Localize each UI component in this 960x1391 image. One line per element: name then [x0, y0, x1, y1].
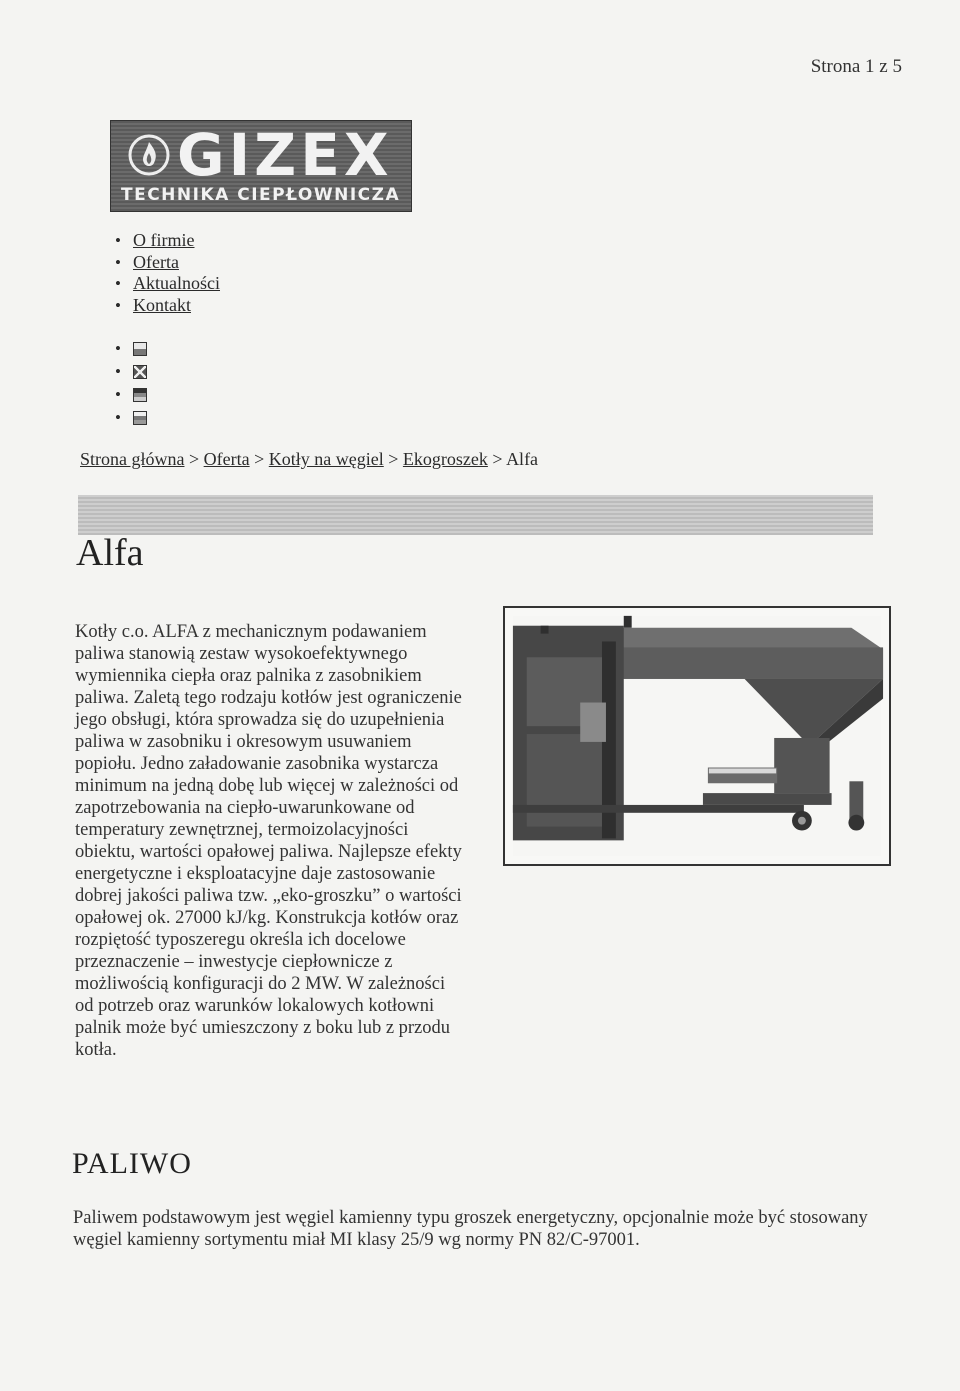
- breadcrumb-subcategory[interactable]: Ekogroszek: [402, 449, 488, 469]
- breadcrumb: [80, 449, 538, 470]
- flag-pl-icon[interactable]: [133, 342, 147, 356]
- header-band: [78, 495, 873, 535]
- product-description: Kotły c.o. ALFA z mechanicznym podawaniem paliwa stanowią zestaw wysokoefektywnego wymiennika ciepła oraz palnika z zasobnikiem paliwa. Zaletą tego rodzaju kotłów jest ograniczenie jego obsługi, która sprowadza się do uzupełnienia paliwa w zasobniku i okresowym usuwaniem popiołu. Jedno załadowanie zasobnika wystarcza minimum na jedną dobę lub więcej w zależności od zapotrzebowania na ciepło-uwarunkowane od temperatury zewnętrznej, termoizolacyjności obiektu, wartości opałowej paliwa. Najlepsze efekty energetyczne i eksploatacyjne daje zastosowanie dobrej jakości paliwa tzw. „eko-groszku” o wartości opałowej ok. 27000 kJ/kg. Konstrukcja kotłów oraz rozpiętość typoszeregu określa ich docelowe przeznaczenie – inwestycje ciepłownicze z możliwością konfiguracji do 2 MW. W zależności od potrzeb oraz warunków lokalowych kotłowni palnik może być umieszczony z boku lub z przodu kotła.: [75, 622, 462, 1060]
- breadcrumb-separator: >: [254, 449, 265, 469]
- page-title: Alfa: [76, 532, 144, 574]
- nav-item-oferta: [112, 252, 220, 274]
- breadcrumb-separator: >: [388, 449, 399, 469]
- nav-item-o-firmie: [112, 230, 220, 252]
- breadcrumb-separator: >: [492, 449, 503, 469]
- breadcrumb-category[interactable]: Kotły na węgiel: [268, 449, 384, 469]
- breadcrumb-separator: >: [188, 449, 200, 469]
- nav-link-aktualnosci[interactable]: Aktualności: [133, 273, 220, 293]
- nav-item-aktualnosci: [112, 273, 220, 295]
- nav-link-o-firmie[interactable]: O firmie: [133, 230, 195, 250]
- breadcrumb-current: Alfa: [506, 449, 539, 469]
- language-item-ru: [112, 407, 147, 430]
- logo-name: GIZEX: [177, 121, 393, 189]
- language-item-pl: [112, 338, 147, 361]
- flame-icon: [127, 133, 171, 177]
- fuel-section-title: PALIWO: [72, 1147, 192, 1180]
- product-image: [503, 606, 891, 866]
- language-item-uk: [112, 361, 147, 384]
- language-list: [112, 338, 147, 430]
- flag-de-icon[interactable]: [133, 388, 147, 402]
- breadcrumb-home[interactable]: Strona główna: [80, 449, 185, 469]
- nav-link-oferta[interactable]: Oferta: [133, 251, 179, 272]
- page-number: Strona 1 z 5: [810, 56, 902, 77]
- boiler-illustration: [505, 608, 889, 864]
- nav-link-kontakt[interactable]: Kontakt: [133, 294, 191, 315]
- main-nav: [112, 230, 220, 316]
- flag-uk-icon[interactable]: [133, 365, 147, 379]
- fuel-description: Paliwem podstawowym jest węgiel kamienny typu groszek energetyczny, opcjonalnie może być stosowany węgiel kamienny sortymentu miał MI klasy 25/9 wg normy PN 82/C-97001.: [73, 1208, 868, 1250]
- breadcrumb-offer[interactable]: Oferta: [203, 449, 250, 469]
- flag-ru-icon[interactable]: [133, 411, 147, 425]
- language-item-de: [112, 384, 147, 407]
- logo-tagline: TECHNIKA CIEPŁOWNICZA: [121, 185, 401, 205]
- gizex-logo[interactable]: [110, 120, 412, 212]
- nav-item-kontakt: [112, 295, 220, 317]
